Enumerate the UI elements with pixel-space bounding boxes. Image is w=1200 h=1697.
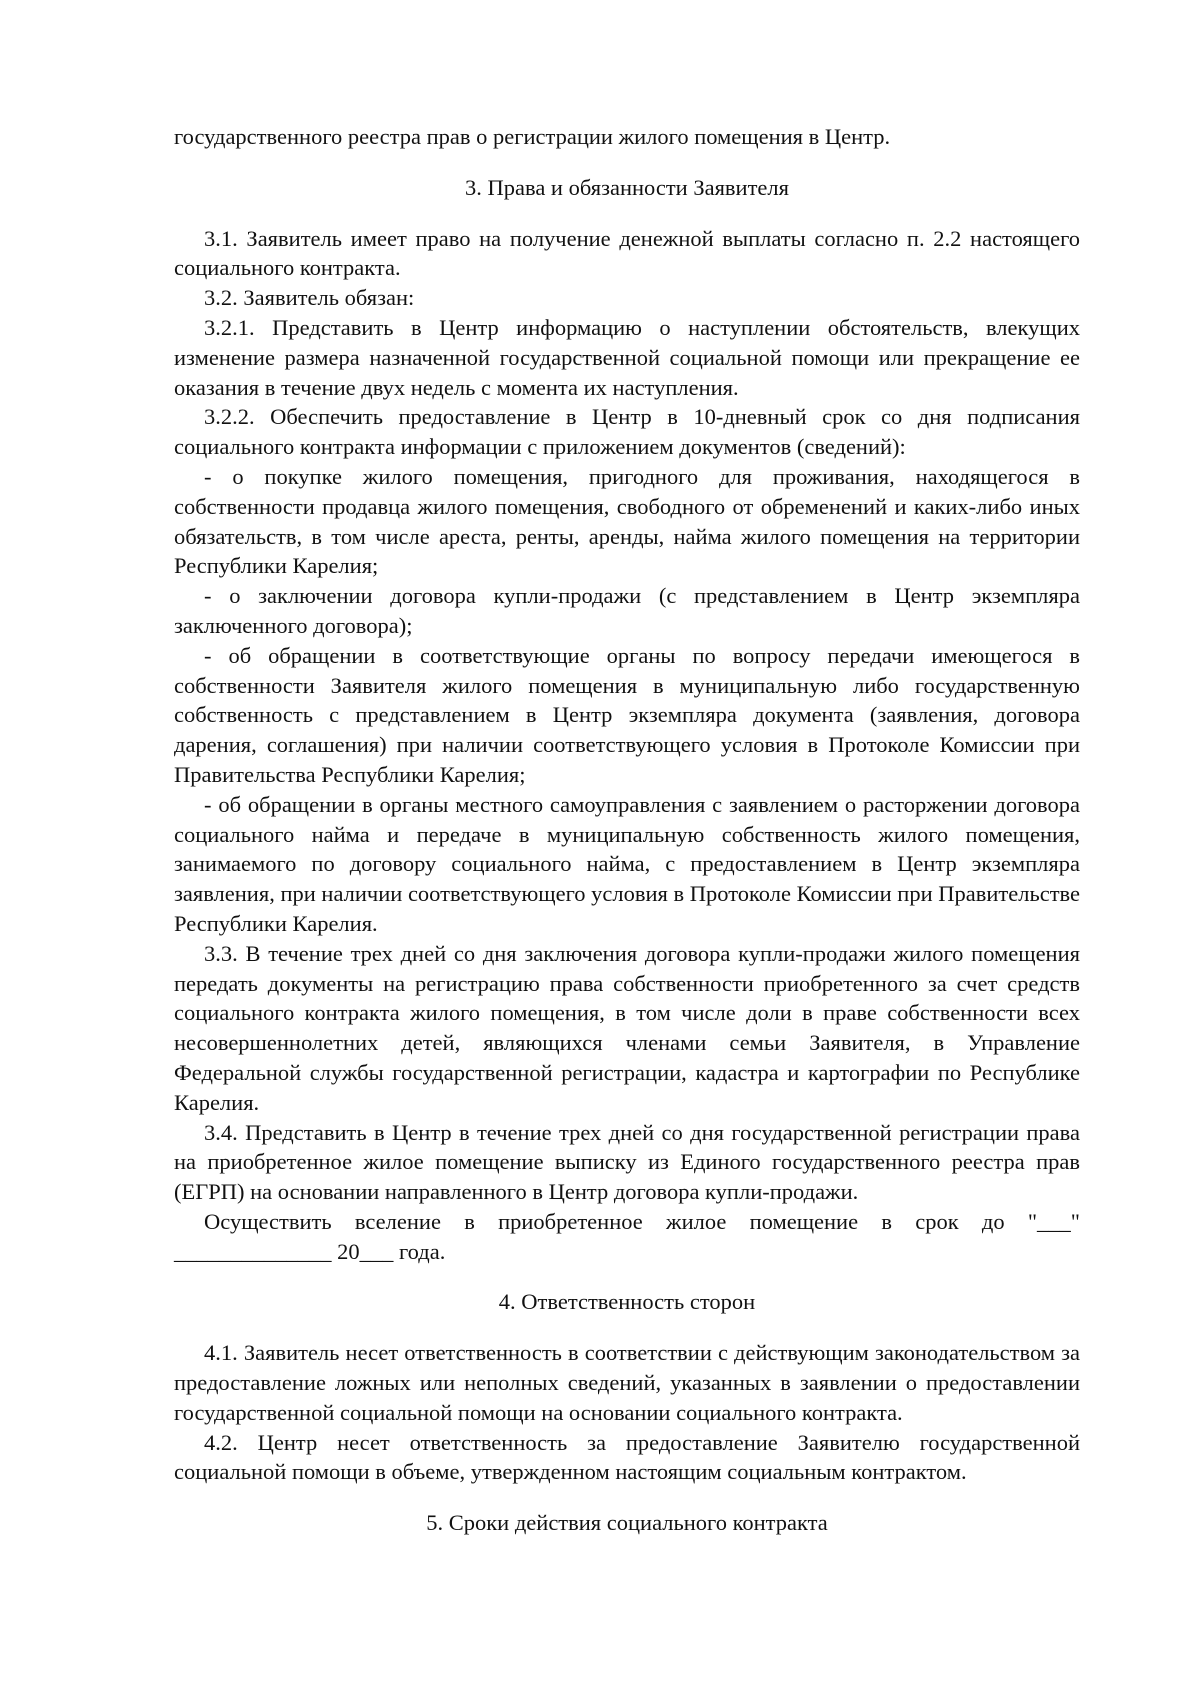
list-item-termination: - об обращении в органы местного самоуправления с заявлением о расторжении договора социального найма и передаче в муниципальную собственность жилого помещения, занимаемого по договору социального найма, с предоставлением в Центр экземпляра заявления, при наличии соответствующего условия в Протоколе Комиссии при Правительстве Республики Карелия. xyxy=(174,791,1080,936)
paragraph-3-2: 3.2. Заявитель обязан: xyxy=(204,285,415,311)
section-heading-5: 5. Сроки действия социального контракта xyxy=(426,1510,828,1536)
document-page xyxy=(174,122,1080,1538)
paragraph-settlement xyxy=(174,1207,1080,1267)
paragraph-3-4: 3.4. Представить в Центр в течение трех дней со дня государственной регистрации права на приобретенное жилое помещение выписку из Единого государственного реестра прав (ЕГРП) на основании направленного в Центр договора купли-продажи. xyxy=(174,1119,1080,1205)
list-item-purchase: - о покупке жилого помещения, пригодного для проживания, находящегося в собственности продавца жилого помещения, свободного от обременений и каких-либо иных обязательств, в том числе ареста, ренты, аренды, найма жилого помещения на территории Республики Карелия; xyxy=(174,463,1080,579)
section-heading-3: 3. Права и обязанности Заявителя xyxy=(465,174,789,200)
settlement-line-2: ______________ 20___ года. xyxy=(174,1238,446,1264)
paragraph-4-1: 4.1. Заявитель несет ответственность в соответствии с действующим законодательством за предоставление ложных или неполных сведений, указанных в заявлении о предоставлении государственной социальной помощи на основании социального контракта. xyxy=(174,1340,1080,1425)
paragraph-3-2-1: 3.2.1. Представить в Центр информацию о наступлении обстоятельств, влекущих изменение размера назначенной государственной социальной помощи или прекращение ее оказания в течение двух недель с момента их наступления. xyxy=(174,314,1080,400)
paragraph-3-1: 3.1. Заявитель имеет право на получение денежной выплаты согласно п. 2.2 настоящего социального контракта. xyxy=(174,225,1080,281)
list-item-transfer: - об обращении в соответствующие органы по вопросу передачи имеющегося в собственности Заявителя жилого помещения в муниципальную либо государственную собственность с представлением в Центр экземпляра документа (заявления, договора дарения, соглашения) при наличии соответствующего условия в Протоколе Комиссии при Правительства Республики Карелия; xyxy=(174,642,1080,787)
paragraph-3-2-2: 3.2.2. Обеспечить предоставление в Центр в 10-дневный срок со дня подписания социального контракта информации с приложением документов (сведений): xyxy=(174,404,1080,460)
settlement-line-1: Осуществить вселение в приобретенное жилое помещение в срок до "___" xyxy=(204,1208,1080,1234)
list-item-contract: - о заключении договора купли-продажи (с представлением в Центр экземпляра заключенного договора); xyxy=(174,583,1080,638)
paragraph-intro: государственного реестра прав о регистрации жилого помещения в Центр. xyxy=(174,124,891,149)
section-heading-4: 4. Ответственность сторон xyxy=(498,1289,756,1315)
paragraph-4-2: 4.2. Центр несет ответственность за предоставление Заявителю государственной социальной помощи в объеме, утвержденном настоящим социальным контрактом. xyxy=(174,1429,1080,1485)
paragraph-3-3: 3.3. В течение трех дней со дня заключения договора купли-продажи жилого помещения передать документы на регистрацию права собственности приобретенного за счет средств социального контракта жилого помещения, в том числе доли в праве собственности всех несовершеннолетних детей, являющихся членами семьи Заявителя, в Управление Федеральной службы государственной регистрации, кадастра и картографии по Республике Карелия. xyxy=(174,940,1080,1115)
